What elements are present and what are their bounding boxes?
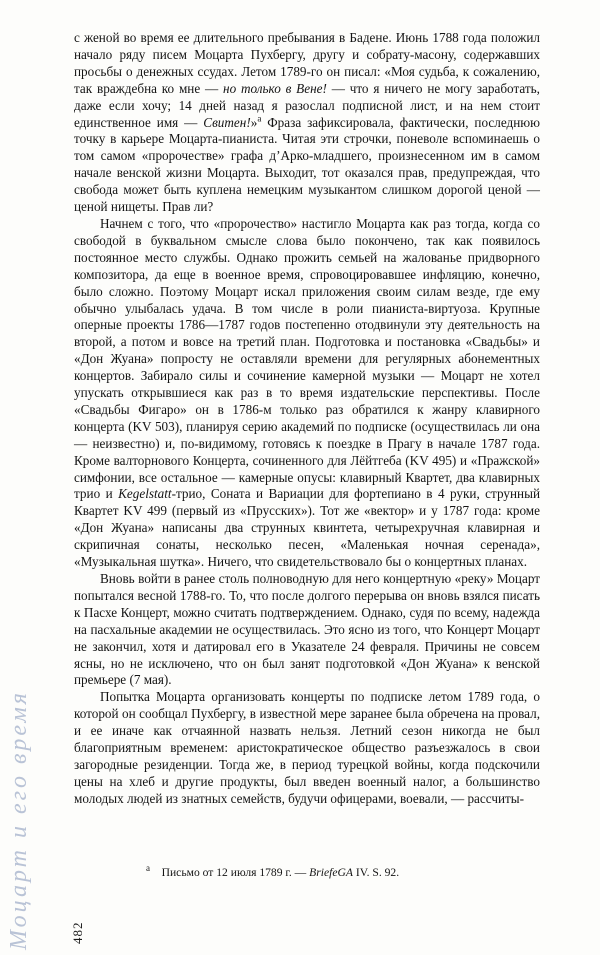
- footnote-marker: а: [146, 863, 150, 874]
- text-run: Фраза зафиксировала, фактически, последнюю точку в карьере Моцарта-пианиста. Читая эти строчки, поневоле вспоминаешь о том самом «пророчестве» графа д’Арко-младшего, произнесенном им в самом начале венской жизни Моцарта. Выходит, тот оказался прав, предупреждая, что свобода может быть куплена немецким музыкантом слишком дорогой ценой — ценой нищеты. Прав ли?: [74, 114, 540, 215]
- text-run: IV. S. 92.: [352, 866, 400, 879]
- text-run: -трио, Соната и Вариации для фортепиано в 4 руки, струнный Квартет KV 499 (первый из «Прусских»). Тот же «вектор» и у 1787 года: кроме «Дон Жуана» написаны два струнных квинтета, четырехручная клавирная и скрипичная сонаты, несколько песен, «Маленькая ночная серенада», «Музыкальная шутка». Ничего, что свидетельствовало бы о концертных планах.: [74, 486, 540, 570]
- paragraph: [74, 689, 540, 807]
- text-run: — что я ничего не могу заработать, даже если хочу; 14 дней назад я разослал подписной лист, и на нем стоит единственное имя —: [74, 80, 540, 130]
- footnote-line: [74, 863, 540, 880]
- text-run: Письмо от 12 июля 1789 г. —: [150, 866, 310, 879]
- text-run: с женой во время ее длительного пребывания в Бадене. Июнь 1788 года положил начало ряду писем Моцарта Пухбергу, другу и собрату-масону, содержавших просьбы о денежных ссудах. Летом 1789-го он писал: «Моя судьба, к сожалению, так враждебна ко мне —: [74, 30, 540, 96]
- text-run: но только в Вене!: [223, 80, 327, 96]
- paragraph: [74, 30, 540, 216]
- paragraph: [74, 571, 540, 689]
- text-run: Начнем с того, что «пророчество» настигло Моцарта как раз тогда, когда со свободой в буквальном смысле слова было покончено, так как появилось постоянное место службы. Однако прожить семьей на жалованье придворного композитора, да еще в военное время, спровоцировавшее инфляцию, конечно, было сложно. Поэтому Моцарт искал приложения своим силам везде, где ему обычно улыбалась удача. В том числе в роли пианиста-виртуоза. Крупные оперные проекты 1786—1787 годов постепенно отодвинули эту деятельность на второй, а потом и вовсе на третий план. Подготовка и постановка «Свадьбы» и «Дон Жуана» попросту не оставляли времени для регулярных абонементных концертов. Забирало силы и сочинение камерной музыки — Моцарт не хотел упускать открывшиеся как раз в то время издательские перспективы. После «Свадьбы Фигаро» он в 1786-м только раз обратился к жанру клавирного концерта (KV 503), планируя серию академий по подписке (осуществилась ли она — неизвестно) и, по-видимому, готовясь к поездке в Прагу в начале 1787 года. Кроме валторнового Концерта, сочиненного для Лёйтгеба (KV 495) и «Пражской» симфонии, все остальное — камерные опусы: клавирный Квартет, два клавирных трио и: [74, 215, 540, 502]
- footnote: [74, 863, 540, 880]
- text-run: Свитен!: [203, 114, 251, 130]
- text-run: Вновь войти в ранее столь полноводную для него концертную «реку» Моцарт попытался весной 1788-го. То, что после долгого перерыва он вновь взялся писать к Пасхе Концерт, можно считать подтверждением. Однако, судя по всему, надежда на пасхальные академии не осуществилась. Это ясно из того, что Концерт Моцарт не закончил, хотя и датировал его в Указателе 24 февраля. Причины не совсем ясны, но не исключено, что он был занят подготовкой «Дон Жуана» к венской премьере (7 мая).: [74, 571, 540, 688]
- margin-running-title: Моцарт и его время: [6, 690, 32, 950]
- text-run: Попытка Моцарта организовать концерты по подписке летом 1789 года, о которой он сообщал Пухбергу, в известной мере заранее была обречена на провал, и ее иначе как отчаянной назвать нельзя. Летний сезон никогда не был благоприятным временем: аристократическое общество разъезжалось в свои загородные резиденции. Тогда же, в период турецкой войны, когда подскочили цены на хлеб и другие продукты, был введен военный налог, а большинство молодых людей из знатных семейств, будучи офицерами, воевали, — рассчиты-: [74, 689, 540, 806]
- text-run: »: [250, 114, 258, 130]
- text-block: [74, 30, 540, 808]
- page-number: 482: [70, 921, 85, 944]
- paragraph: [74, 216, 540, 571]
- text-run: Kegelstatt: [118, 486, 172, 502]
- text-run: BriefeGA: [309, 866, 353, 879]
- footnote-marker: а: [257, 113, 262, 124]
